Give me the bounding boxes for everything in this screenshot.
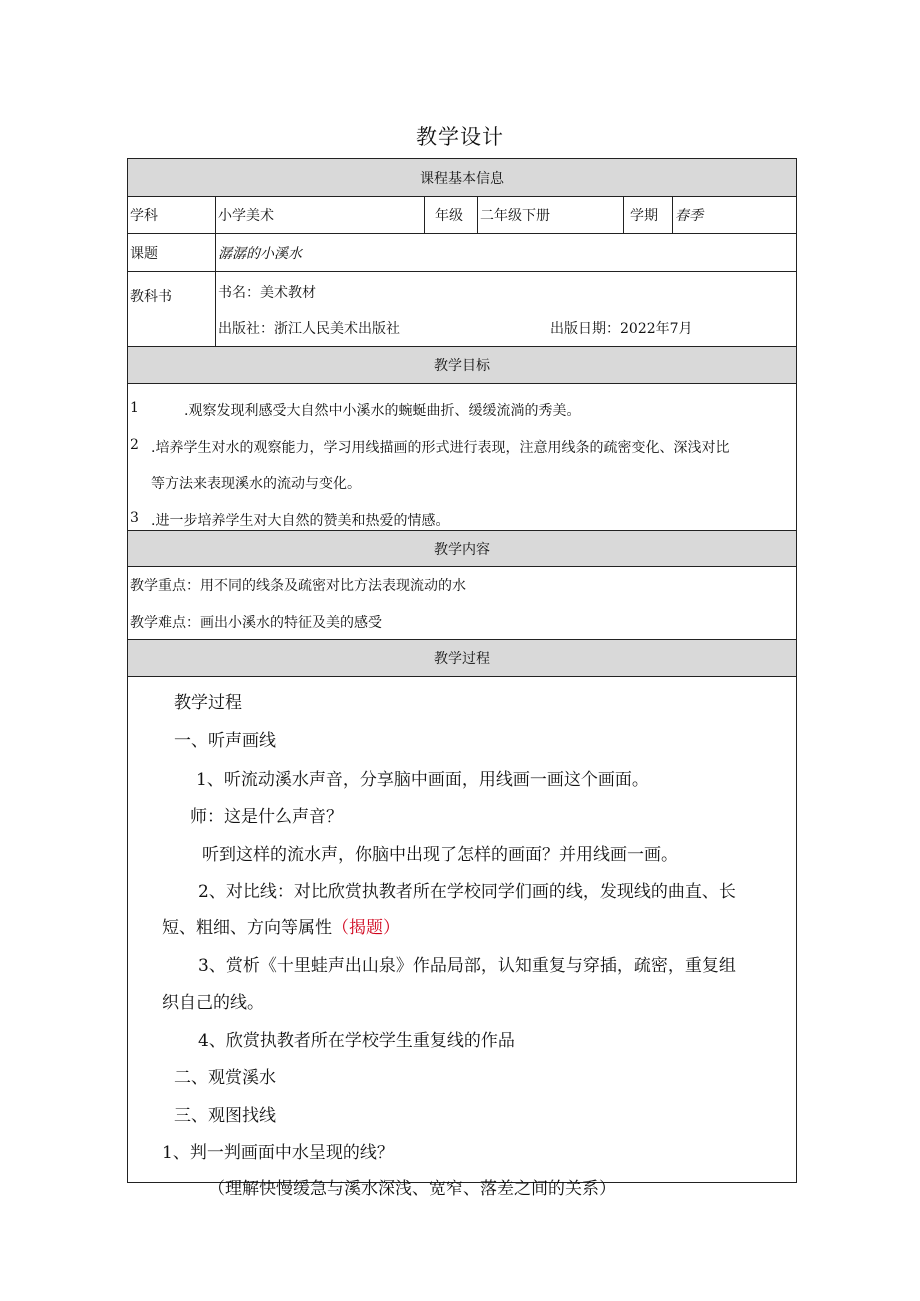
step-1-2-text: 短、粗细、方向等属性 xyxy=(162,918,332,938)
objective-2-number: 2 xyxy=(130,437,139,453)
teacher-question: 师：这是什么声音？ xyxy=(190,807,343,827)
subject-value: 小学美术 xyxy=(216,197,425,233)
term-value: 春季 xyxy=(675,208,703,224)
section-header-process xyxy=(128,640,796,677)
difficulty: 教学难点：画出小溪水的特征及美的感受 xyxy=(130,615,382,631)
topic-row xyxy=(128,234,796,272)
part-2-heading: 二、观赏溪水 xyxy=(174,1068,276,1088)
objectives-block xyxy=(128,384,796,531)
section-header-content xyxy=(128,531,796,567)
section-title: 教学过程 xyxy=(434,651,490,667)
part-1-heading: 一、听声画线 xyxy=(174,731,276,751)
book-name: 书名：美术教材 xyxy=(218,285,316,301)
grade-label: 年级 xyxy=(425,197,478,233)
basic-info-row xyxy=(128,197,796,234)
content-block xyxy=(128,567,796,640)
listening-question: 听到这样的流水声，你脑中出现了怎样的画面？并用线画一画。 xyxy=(202,845,678,865)
publisher: 出版社：浙江人民美术出版社 xyxy=(218,321,400,337)
step-1-3: 3、赏析《十里蛙声出山泉》作品局部，认知重复与穿插，疏密，重复组 xyxy=(198,956,736,976)
step-1-3-cont: 织自己的线。 xyxy=(162,993,264,1013)
lesson-plan-table xyxy=(127,158,797,1199)
objective-1-number: 1 xyxy=(130,400,139,416)
reveal-topic-note: （揭题） xyxy=(332,918,400,938)
process-block xyxy=(128,677,796,1199)
step-3-1: 1、判一判画面中水呈现的线？ xyxy=(162,1143,394,1163)
objective-1-text: .观察发现利感受大自然中小溪水的蜿蜒曲折、缓缓流淌的秀美。 xyxy=(184,403,581,419)
objective-2-text: .培养学生对水的观察能力，学习用线描画的形式进行表现，注意用线条的疏密变化、深浅对比 xyxy=(151,440,730,456)
term-label: 学期 xyxy=(624,197,673,233)
grade-value: 二年级下册 xyxy=(478,197,624,233)
page-title: 教学设计 xyxy=(416,125,504,149)
step-1-2: 2、对比线：对比欣赏执教者所在学校同学们画的线，发现线的曲直、长 xyxy=(198,882,736,902)
objective-2-text-cont: 等方法来表现溪水的流动与变化。 xyxy=(151,476,361,492)
step-3-1-note: （理解快慢缓急与溪水深浅、宽窄、落差之间的关系） xyxy=(208,1179,616,1199)
section-title: 教学内容 xyxy=(434,541,490,558)
objective-3-number: 3 xyxy=(130,510,139,526)
publish-date: 出版日期：2022年7月 xyxy=(550,321,693,337)
key-point: 教学重点：用不同的线条及疏密对比方法表现流动的水 xyxy=(130,578,466,594)
step-1-2-cont xyxy=(162,913,400,938)
textbook-label: 教科书 xyxy=(128,272,216,346)
step-1-4: 4、欣赏执教者所在学校学生重复线的作品 xyxy=(198,1031,515,1051)
subject-label: 学科 xyxy=(128,197,216,233)
part-3-heading: 三、观图找线 xyxy=(174,1106,276,1126)
section-title: 教学目标 xyxy=(434,358,490,374)
topic-label: 课题 xyxy=(128,234,216,271)
textbook-row xyxy=(128,272,796,347)
section-header-basic-info xyxy=(128,159,796,197)
process-heading: 教学过程 xyxy=(174,693,242,713)
section-header-objectives xyxy=(128,347,796,384)
step-1-1: 1、听流动溪水声音，分享脑中画面，用线画一画这个画面。 xyxy=(196,770,649,790)
topic-value: 潺潺的小溪水 xyxy=(218,245,302,262)
objective-3-text: .进一步培养学生对大自然的赞美和热爱的情感。 xyxy=(151,513,450,529)
section-title: 课程基本信息 xyxy=(420,170,504,187)
